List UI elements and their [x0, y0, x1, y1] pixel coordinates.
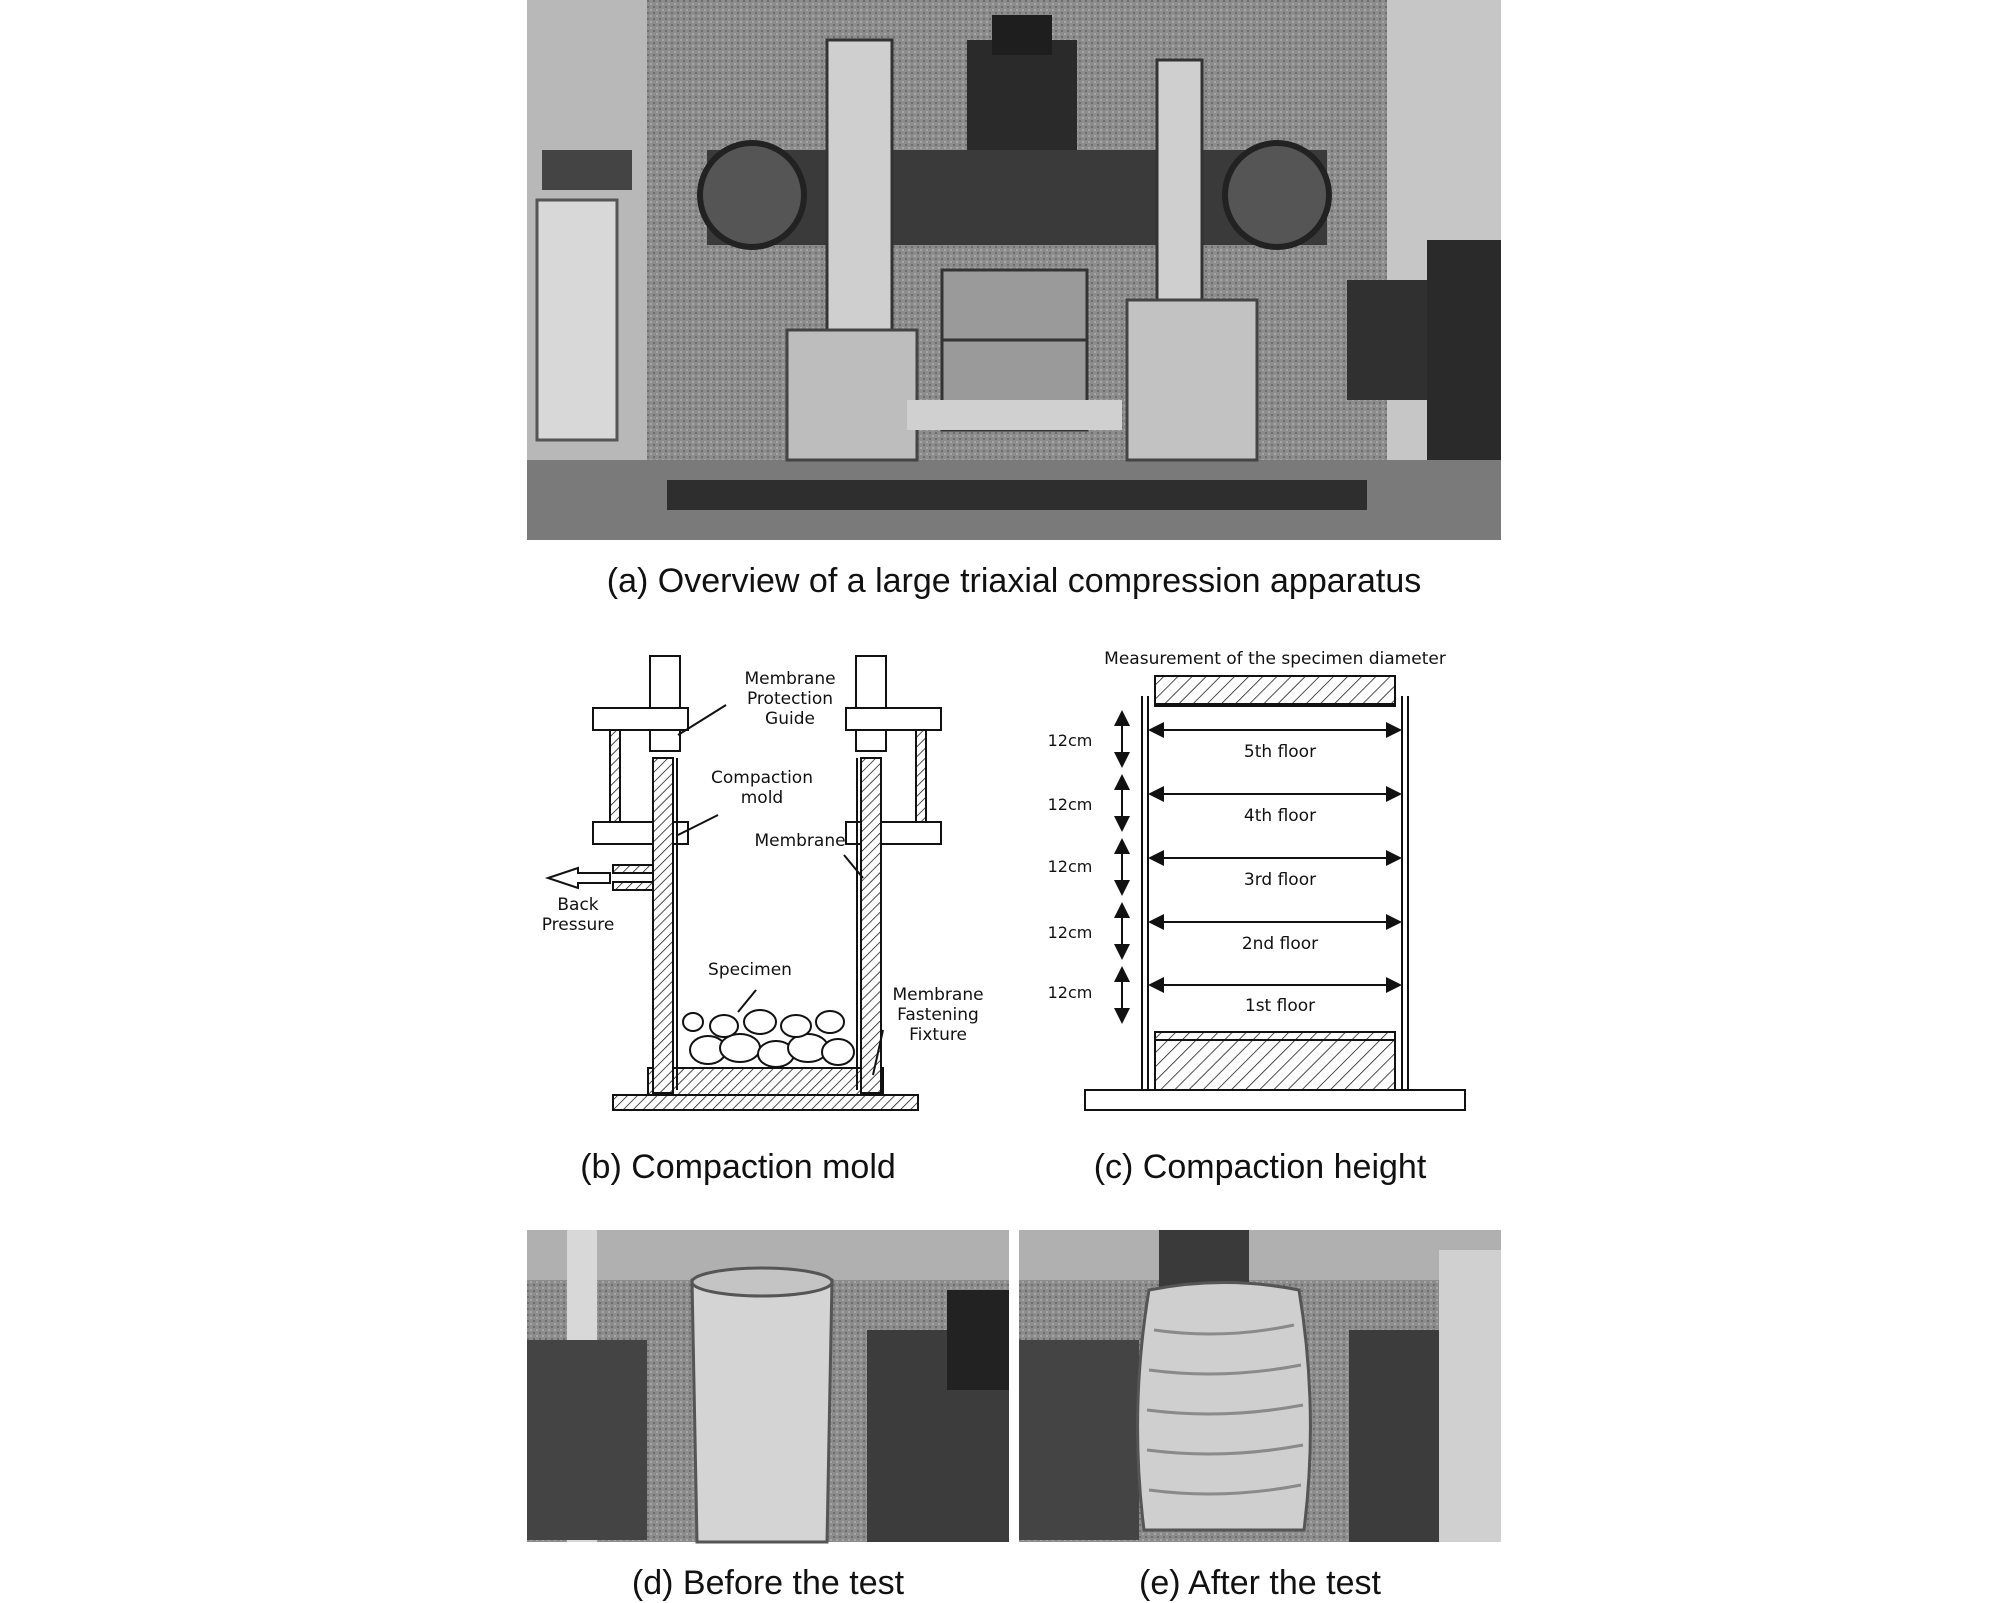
label-membrane-fastening-2: Fastening: [897, 1005, 979, 1025]
label-compaction-mold-2: mold: [740, 788, 784, 808]
label-membrane: Membrane: [754, 831, 846, 851]
photo-overview-apparatus: [527, 0, 1501, 540]
floor-label-2: 2nd floor: [1241, 934, 1319, 954]
floor-label-4: 4th floor: [1243, 806, 1317, 826]
height-label-4: 12cm: [1047, 795, 1093, 814]
label-back-pressure-1: Back: [557, 895, 599, 915]
photo-before-test: [527, 1230, 1009, 1542]
height-label-3: 12cm: [1047, 857, 1093, 876]
label-membrane-fastening-1: Membrane: [892, 985, 984, 1005]
height-label-2: 12cm: [1047, 923, 1093, 942]
diagram-compaction-mold: [528, 650, 984, 1130]
label-membrane-protection-guide-2: Protection: [746, 689, 834, 709]
caption-e: (e) After the test: [1139, 1564, 1381, 1602]
floor-label-3: 3rd floor: [1243, 870, 1317, 890]
caption-d: (d) Before the test: [631, 1564, 905, 1602]
height-diagram-title: Measurement of the specimen diameter: [1104, 649, 1446, 669]
label-compaction-mold-1: Compaction: [711, 768, 813, 788]
height-label-5: 12cm: [1047, 731, 1093, 750]
floor-label-1: 1st floor: [1244, 996, 1316, 1016]
photo-after-test: [1019, 1230, 1501, 1542]
diagram-compaction-height: [1030, 640, 1490, 1130]
label-back-pressure-2: Pressure: [541, 915, 615, 935]
label-membrane-protection-guide-1: Membrane: [744, 669, 836, 689]
label-membrane-protection-guide-3: Guide: [765, 709, 815, 729]
caption-b: (b) Compaction mold: [580, 1148, 896, 1186]
caption-a: (a) Overview of a large triaxial compression apparatus: [606, 562, 1422, 600]
floor-label-5: 5th floor: [1243, 742, 1317, 762]
label-specimen: Specimen: [708, 960, 792, 980]
height-label-1: 12cm: [1047, 983, 1093, 1002]
caption-c: (c) Compaction height: [1093, 1148, 1427, 1186]
label-membrane-fastening-3: Fixture: [909, 1025, 967, 1045]
